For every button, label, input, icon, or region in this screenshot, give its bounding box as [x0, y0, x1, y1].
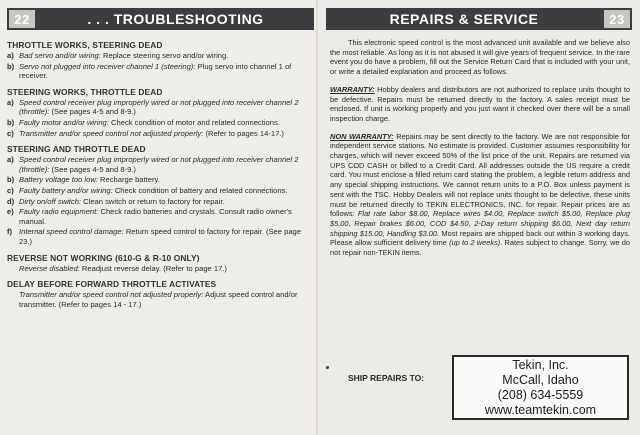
closing-text: Most repairs are shipped back out within 3 working days. Please allow sufficient delivery time [330, 228, 631, 248]
item-fix: Clean switch or return to factory for repair. [81, 196, 225, 206]
troubleshooting-item [7, 129, 314, 139]
troubleshooting-item [7, 62, 314, 81]
address-company: Tekin, Inc. [512, 357, 569, 372]
bullet-dot [326, 366, 329, 369]
troubleshooting-item [7, 227, 314, 246]
item-fix: Check radio batteries and crystals. Consult radio owner's manual. [19, 207, 292, 226]
item-letter: f) [7, 227, 13, 237]
repair-prices: Flat rate labor $8.00, Replace wires $4.00, Replace switch $5.00, Replace plug $5.00, Repair brakes $6.00, COD $4.50, 2-Day return shipping $6.00, Next day return shipping $15.00, Handling $3.00. [330, 209, 630, 238]
item-letter: b) [7, 117, 15, 127]
troubleshooting-item [7, 264, 314, 274]
item-text [19, 118, 314, 128]
item-text [19, 62, 314, 81]
closing-end: . Rates subject to change. Sorry, we do not repair non-TEKIN items. [330, 238, 631, 258]
section-heading: THROTTLE WORKS, STEERING DEAD [7, 40, 163, 50]
troubleshooting-item [7, 98, 314, 117]
warranty-heading: WARRANTY: [330, 84, 375, 94]
item-fix: Plug servo into channel 1 of receiver. [19, 61, 292, 81]
address-box [452, 355, 629, 420]
item-text [19, 197, 314, 207]
item-text [19, 227, 314, 246]
item-letter: c) [7, 128, 14, 138]
item-letter: a) [7, 97, 14, 107]
item-text [19, 264, 314, 274]
item-fix: Check condition of battery and related connections. [112, 185, 288, 195]
item-letter: a) [7, 51, 14, 60]
item-letter: e) [7, 207, 14, 217]
intro-paragraph: This electronic speed control is the most advanced unit available and we believe also the most reliable. As long as it is not abused it will give years of frequent service. In the rare event you do have a problem, fill out the Service Return Card that is included with your unit, or write a detailed explanation and proceed as follows. [330, 38, 630, 77]
item-fix: Readjust reverse delay. (Refer to page 17.) [79, 263, 227, 273]
troubleshooting-item [7, 207, 314, 226]
item-fix: Check condition of motor and related connections. [108, 117, 280, 127]
troubleshooting-page [0, 0, 318, 435]
page-number-left: 22 [7, 8, 37, 30]
item-cause: Transmitter and/or speed control not adjusted properly: [19, 128, 204, 138]
item-cause: Faulty motor and/or wiring: [19, 117, 109, 127]
non-warranty-text: Repairs may be sent directly to the factory. We are not responsible for independent service stations. No estimate is provided. Customer assumes responsibility for charges, which will never exceed 50% of the list price of the unit. Repairs are returned via UPS COD CASH or billed to a Credit Card. All addresses outside the US require a credit card. You must enclose a filled return card stating the problem, a legible return address and any special shipping instructions. We cannot return units to a P.O. Box unless payment is sent with the TSC. Hobby Dealers will not replace units thought to be defective, these units must be returned directly to TEKIN ELECTRONICS, INC. for repair. Repair prices are as follows: [330, 131, 630, 219]
troubleshooting-item [7, 197, 314, 207]
troubleshooting-item [7, 186, 314, 196]
repairs-header-bar [326, 8, 632, 30]
non-warranty-heading: NON WARRANTY: [330, 131, 394, 141]
item-fix: Return speed control to factory for repair. (See page 23.) [19, 227, 301, 246]
item-text [19, 290, 314, 309]
section-heading: STEERING WORKS, THROTTLE DEAD [7, 86, 163, 97]
item-cause: Faulty battery and/or wiring: [19, 185, 113, 195]
item-letter: a) [7, 155, 14, 165]
address-phone: (208) 634-5559 [497, 387, 584, 402]
page-title-left: . . . TROUBLESHOOTING [87, 11, 264, 27]
section-heading: DELAY BEFORE FORWARD THROTTLE ACTIVATES [7, 279, 217, 290]
item-text [19, 175, 314, 185]
section-heading: STEERING AND THROTTLE DEAD [7, 144, 146, 155]
item-fix: (See pages 4-5 and 8-9.) [49, 164, 136, 174]
item-cause: Transmitter and/or speed control not adjusted properly: [19, 290, 204, 300]
address-city: McCall, Idaho [502, 372, 579, 387]
item-text [19, 98, 314, 117]
item-letter: c) [7, 185, 14, 195]
warranty-paragraph [330, 85, 630, 124]
troubleshooting-header-bar [7, 8, 314, 30]
ship-repairs-label: SHIP REPAIRS TO: [348, 372, 425, 383]
repairs-page [318, 0, 640, 435]
warranty-text: Hobby dealers and distributors are not authorized to replace units thought to be defective. Repairs must be returned directly to the factory. A sales receipt must be enclosed. If unit is working properly and you just want it checked over there will be a small inspection charge. [330, 84, 630, 123]
closing-italic: (up to 2 weeks) [449, 238, 501, 248]
address-website[interactable]: www.teamtekin.com [484, 402, 597, 417]
troubleshooting-item [7, 175, 314, 185]
troubleshooting-item [7, 51, 314, 61]
item-text [19, 186, 314, 196]
item-text [19, 207, 314, 226]
item-text [19, 51, 314, 61]
troubleshooting-item [7, 155, 314, 174]
item-letter: d) [7, 196, 15, 206]
non-warranty-paragraph [330, 132, 630, 258]
item-cause: Battery voltage too low: [19, 175, 98, 185]
troubleshooting-sections [7, 40, 314, 309]
item-cause: Speed control receiver plug improperly wired or not plugged into receiver channel 2 (throttle): [19, 97, 299, 117]
item-fix: (Refer to pages 14-17.) [203, 128, 284, 138]
item-cause: Bad servo and/or wiring: [19, 51, 101, 60]
item-letter: b) [7, 175, 15, 185]
item-cause: Reverse disabled: [19, 263, 80, 273]
page-number-right: 23 [602, 8, 632, 30]
item-letter: b) [7, 61, 15, 71]
item-text [19, 155, 314, 174]
item-fix: (See pages 4-5 and 8-9.) [49, 107, 136, 117]
item-text [19, 129, 314, 139]
repairs-body [326, 38, 632, 258]
item-cause: Internal speed control damage: [19, 227, 124, 237]
item-cause: Servo not plugged into receiver channel 1 (steering): [19, 61, 196, 71]
item-cause: Speed control receiver plug improperly wired or not plugged into receiver channel 2 (throttle): [19, 155, 299, 174]
troubleshooting-item [7, 290, 314, 309]
troubleshooting-item [7, 118, 314, 128]
item-fix: Recharge battery. [97, 175, 160, 185]
item-fix: Adjust speed control and/or transmitter. (Refer to pages 14 - 17.) [19, 290, 298, 309]
item-cause: Faulty radio equipment: [19, 207, 99, 217]
item-fix: Replace steering servo and/or wiring. [100, 51, 229, 60]
section-heading: REVERSE NOT WORKING (610-G & R-10 ONLY) [7, 252, 200, 263]
item-cause: Dirty on/off switch: [19, 196, 82, 206]
page-title-right: REPAIRS & SERVICE [389, 11, 539, 27]
ship-repairs-block [332, 355, 629, 420]
